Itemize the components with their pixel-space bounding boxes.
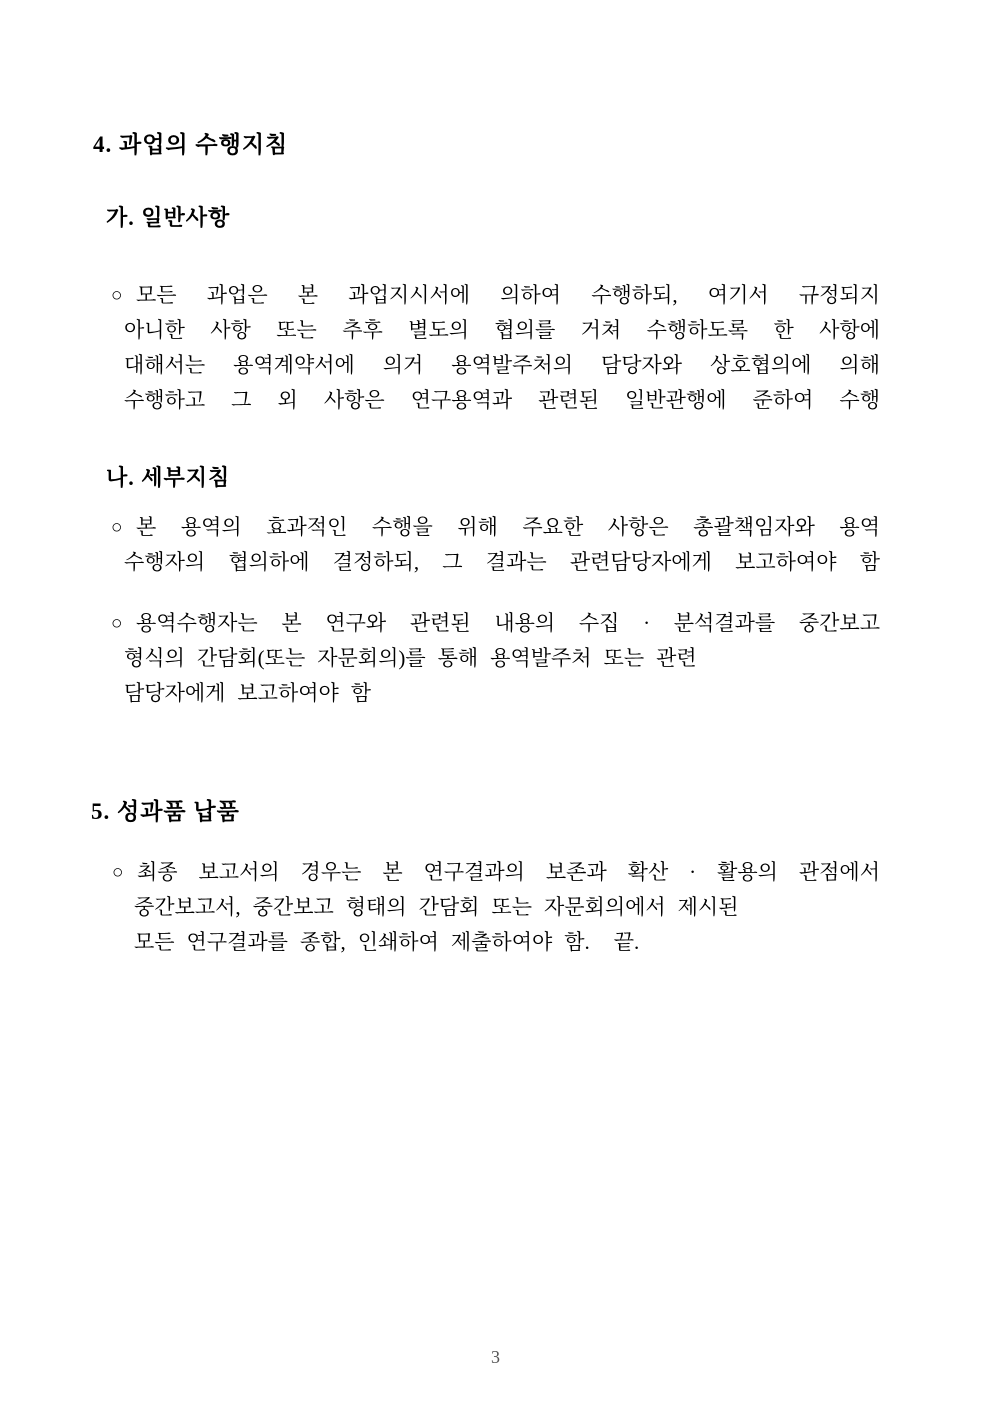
bullet-circle-icon: ○ (111, 517, 123, 538)
paragraph-line: 아니한 사항 또는 추후 별도의 협의를 거쳐 수행하도록 한 사항에 (124, 318, 880, 342)
bullet-paragraph-detail-1 (111, 510, 880, 580)
paragraph-line: 수행자의 협의하에 결정하되, 그 결과는 관련담당자에게 보고하여야 함 (124, 550, 880, 574)
bullet-paragraph-general-1 (111, 278, 880, 418)
bullet-circle-icon: ○ (111, 613, 123, 634)
bullet-paragraph-deliverable-1 (112, 855, 880, 960)
paragraph-line: 용역수행자는 본 연구와 관련된 내용의 수집 · 분석결과를 중간보고 (136, 611, 880, 635)
paragraph-line: 형식의 간담회(또는 자문회의)를 통해 용역발주처 또는 관련 (124, 646, 697, 670)
paragraph-line: 수행하고 그 외 사항은 연구용역과 관련된 일반관행에 준하여 수행 (124, 388, 880, 412)
section-5-heading: 5. 성과품 납품 (91, 799, 240, 824)
bullet-circle-icon: ○ (112, 862, 124, 883)
section-4-heading: 4. 과업의 수행지침 (93, 132, 289, 157)
paragraph-line: 모든 연구결과를 종합, 인쇄하여 제출하여야 함. 끝. (134, 930, 640, 954)
subsection-ga-heading: 가. 일반사항 (106, 205, 231, 230)
paragraph-line: 대해서는 용역계약서에 의거 용역발주처의 담당자와 상호협의에 의해 (124, 353, 880, 377)
paragraph-line: 모든 과업은 본 과업지시서에 의하여 수행하되, 여기서 규정되지 (136, 283, 880, 307)
paragraph-line: 본 용역의 효과적인 수행을 위해 주요한 사항은 총괄책임자와 용역 (136, 515, 880, 539)
bullet-paragraph-detail-2 (111, 606, 880, 711)
paragraph-line: 담당자에게 보고하여야 함 (124, 681, 372, 705)
paragraph-line: 최종 보고서의 경우는 본 연구결과의 보존과 확산 · 활용의 관점에서 (137, 860, 880, 884)
subsection-na-heading: 나. 세부지침 (106, 465, 231, 490)
bullet-circle-icon: ○ (111, 285, 123, 306)
paragraph-line: 중간보고서, 중간보고 형태의 간담회 또는 자문회의에서 제시된 (134, 895, 739, 919)
page-number: 3 (491, 1347, 501, 1367)
